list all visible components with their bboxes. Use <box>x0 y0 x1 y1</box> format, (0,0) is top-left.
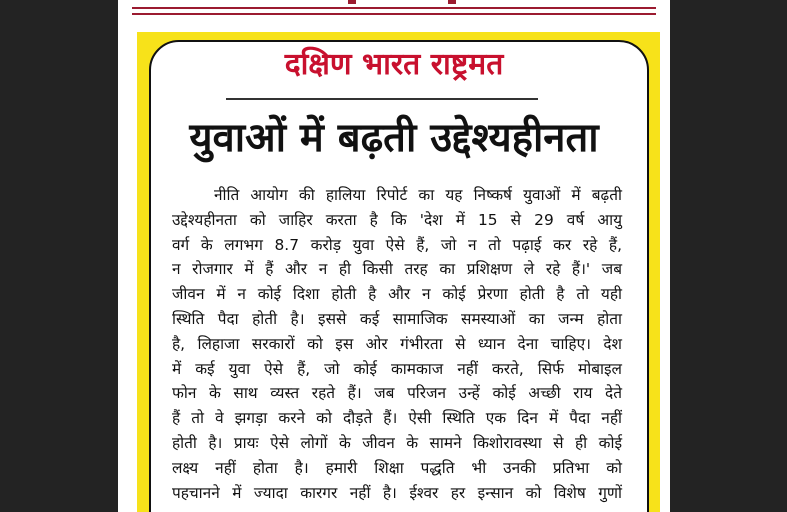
top-mark <box>348 0 356 4</box>
body-line: में कई युवा ऐसे हैं, जो कोई कामकाज नहीं करते, सिर्फ मोबाइल <box>172 359 622 378</box>
headline: युवाओं में बढ़ती उद्देश्यहीनता <box>189 115 599 161</box>
newspaper-page <box>118 0 670 512</box>
body-line: लक्ष्य नहीं होता है। हमारी शिक्षा पद्धति भी उनकी प्रतिभा को <box>172 458 622 477</box>
body-line: है, लिहाजा सरकारों को इस ओर गंभीरता से ध्यान देना चाहिए। देश <box>172 334 622 353</box>
masthead-rule <box>226 98 538 100</box>
top-rule <box>132 7 656 9</box>
body-line: नीति आयोग की हालिया रिपोर्ट का यह निष्कर्ष युवाओं में बढ़ती <box>214 186 622 204</box>
body-line: उद्देश्यहीनता को जाहिर करता है कि 'देश में 15 से 29 वर्ष आयु <box>172 210 622 229</box>
body-line: पहचानने में ज्यादा कारगर नहीं है। ईश्वर हर इन्सान को विशेष गुणों <box>172 483 622 502</box>
masthead: दक्षिण भारत राष्ट्रमत <box>284 47 504 82</box>
body-line: जीवन में न कोई दिशा होती है और न कोई प्रेरणा होती है तो यही <box>172 285 622 304</box>
body-line: हैं तो वे झगड़ा करने को दौड़ते हैं। ऐसी स्थिति एक दिन में पैदा नहीं <box>172 409 622 428</box>
top-mark <box>448 0 456 4</box>
body-line: न रोजगार में हैं और न ही किसी तरह का प्रशिक्षण ले रहे हैं।' जब <box>172 260 622 279</box>
body-line: वर्ग के लगभग 8.7 करोड़ युवा ऐसे हैं, जो न तो पढ़ाई कर रहे हैं, <box>172 235 622 254</box>
body-line: फोन के साथ व्यस्त रहते हैं। जब परिजन उन्हें कोई अच्छी राय देते <box>172 384 622 403</box>
top-rule <box>132 13 656 15</box>
body-line: होती है। प्रायः ऐसे लोगों के जीवन के सामने किशोरावस्था से ही कोई <box>172 433 622 452</box>
article-body <box>172 183 622 505</box>
body-line: स्थिति पैदा होती है। इससे कई सामाजिक समस्याओं का जन्म होता <box>172 309 622 328</box>
